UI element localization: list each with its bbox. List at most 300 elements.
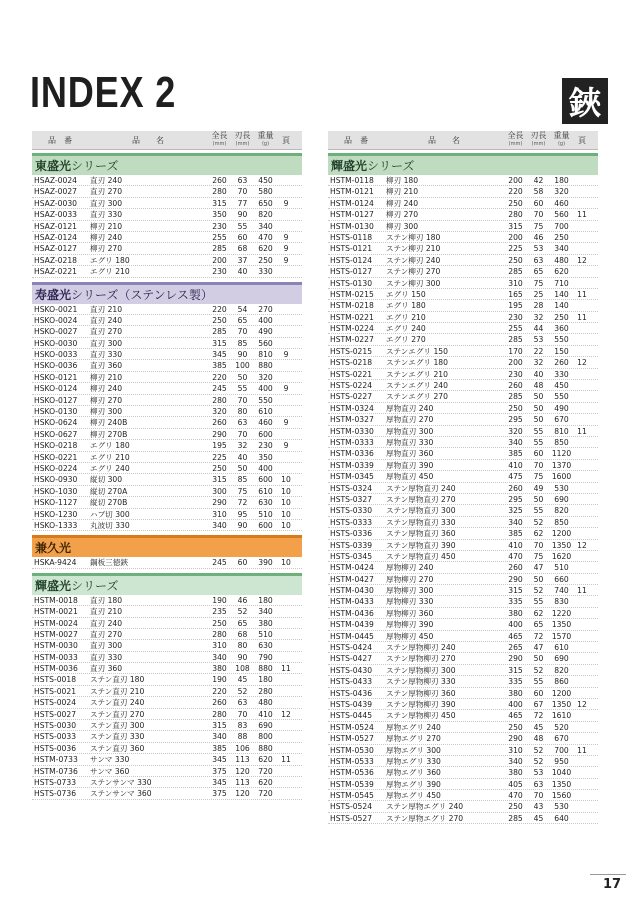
- item-weight: 530: [554, 483, 569, 493]
- table-row: [328, 312, 598, 323]
- item-page: [277, 406, 295, 416]
- table-row: [32, 486, 302, 497]
- item-code: HSKO-0124: [34, 384, 78, 394]
- item-name: 柳刃 270B: [90, 429, 128, 439]
- item-name: 直刃 270: [90, 187, 123, 197]
- item-code: HSKO-0021: [34, 304, 78, 314]
- item-page: [277, 429, 295, 439]
- item-page: [573, 642, 591, 652]
- item-page: [573, 665, 591, 675]
- item-page: [277, 743, 295, 753]
- item-name: 直刃 330: [90, 210, 123, 220]
- table-row: [328, 334, 598, 345]
- item-length: 380: [508, 608, 523, 618]
- item-page: 11: [281, 755, 291, 765]
- item-weight: 550: [554, 335, 569, 345]
- item-length: 410: [508, 540, 523, 550]
- item-weight: 460: [258, 418, 273, 428]
- table-row: [328, 186, 598, 197]
- table-row: [32, 186, 302, 197]
- item-blade-length: 37: [237, 255, 248, 265]
- item-page: [573, 414, 591, 424]
- item-code: HSTS-0024: [34, 698, 77, 708]
- item-page: 12: [577, 255, 587, 265]
- item-blade-length: 25: [533, 289, 544, 299]
- item-length: 310: [508, 278, 523, 288]
- item-blade-length: 63: [533, 255, 544, 265]
- item-length: 170: [508, 346, 523, 356]
- item-page: [277, 315, 295, 325]
- item-length: 250: [508, 198, 523, 208]
- series-suffix: シリーズ（ステンレス製）: [71, 287, 213, 302]
- table-row: [328, 357, 598, 368]
- item-weight: 600: [258, 475, 273, 485]
- item-page: [573, 380, 591, 390]
- item-page: [573, 198, 591, 208]
- table-row: [328, 483, 598, 494]
- item-name: 柳刃 300: [90, 407, 123, 417]
- table-row: [328, 323, 598, 334]
- item-blade-length: 72: [237, 498, 248, 508]
- item-weight: 1200: [551, 529, 572, 539]
- table-row: [328, 448, 598, 459]
- item-weight: 1350: [551, 540, 572, 550]
- item-name: 厚物直刃 330: [386, 437, 434, 447]
- item-weight: 230: [258, 441, 273, 451]
- item-blade-length: 49: [533, 483, 544, 493]
- item-name: 柳刃 240: [386, 198, 419, 208]
- item-code: HSTS-0527: [330, 813, 373, 823]
- item-page: [573, 801, 591, 811]
- item-name: 厚物エグリ 240: [386, 722, 441, 732]
- item-name: エグリ 180: [386, 301, 426, 311]
- item-blade-length: 120: [235, 766, 250, 776]
- item-length: 220: [212, 686, 227, 696]
- item-weight: 550: [554, 392, 569, 402]
- item-name: 直刃 270: [90, 629, 123, 639]
- item-blade-length: 50: [533, 415, 544, 425]
- item-page: [573, 278, 591, 288]
- item-blade-length: 90: [237, 652, 248, 662]
- table-row: [32, 474, 302, 485]
- item-page: [277, 697, 295, 707]
- item-name: サンマ 360: [90, 766, 130, 776]
- item-name: エグリ 240: [90, 463, 130, 473]
- item-code: HSTS-0027: [34, 709, 77, 719]
- item-weight: 550: [258, 395, 273, 405]
- item-name: 直刃 330: [90, 350, 123, 360]
- item-name: 厚物エグリ 450: [386, 791, 441, 801]
- item-name: ステン厚物柳刃 300: [386, 665, 456, 675]
- item-page: 11: [577, 586, 587, 596]
- item-code: HSTM-0127: [330, 210, 374, 220]
- item-page: 11: [281, 664, 291, 674]
- item-weight: 400: [258, 384, 273, 394]
- item-name: ステンエグリ 270: [386, 392, 448, 402]
- item-name: ステン厚物直刃 360: [386, 529, 456, 539]
- item-blade-length: 63: [533, 779, 544, 789]
- item-code: HSTS-0215: [330, 346, 373, 356]
- item-length: 375: [212, 789, 227, 799]
- item-weight: 460: [554, 198, 569, 208]
- item-blade-length: 28: [533, 301, 544, 311]
- item-blade-length: 70: [237, 709, 248, 719]
- series-suffix: シリーズ: [71, 159, 119, 173]
- item-page: [573, 391, 591, 401]
- table-row: [32, 452, 302, 463]
- item-name: ステン厚物柳刃 330: [386, 677, 456, 687]
- item-code: HSTS-0036: [34, 743, 77, 753]
- item-weight: 610: [554, 643, 569, 653]
- item-blade-length: 55: [533, 677, 544, 687]
- table-row: [32, 221, 302, 232]
- item-code: HSTM-0018: [34, 595, 78, 605]
- table-row: [32, 606, 302, 617]
- item-length: 315: [508, 221, 523, 231]
- item-code: HSTS-0118: [330, 232, 373, 242]
- table-row: [328, 540, 598, 551]
- item-weight: 600: [258, 429, 273, 439]
- item-length: 190: [212, 675, 227, 685]
- item-blade-length: 47: [533, 563, 544, 573]
- item-length: 250: [212, 315, 227, 325]
- item-name: ステン柳刃 210: [386, 244, 441, 254]
- item-name: 縦切 270B: [90, 498, 128, 508]
- item-page: [277, 640, 295, 650]
- item-name: ステン直刃 300: [90, 721, 145, 731]
- table-row: [328, 562, 598, 573]
- item-weight: 340: [258, 221, 273, 231]
- item-name: エグリ 150: [386, 289, 426, 299]
- item-page: [277, 338, 295, 348]
- item-code: HSTS-0018: [34, 675, 77, 685]
- item-name: ステンエグリ 150: [386, 346, 448, 356]
- item-blade-length: 55: [237, 384, 248, 394]
- item-weight: 690: [258, 721, 273, 731]
- item-code: HSKO-0130: [34, 407, 78, 417]
- item-page: [277, 777, 295, 787]
- item-name: エグリ 210: [90, 452, 130, 462]
- item-page: [277, 720, 295, 730]
- item-weight: 710: [554, 278, 569, 288]
- table-row: [32, 743, 302, 754]
- item-weight: 850: [554, 517, 569, 527]
- item-code: HSTM-0224: [330, 324, 374, 334]
- item-length: 280: [212, 395, 227, 405]
- item-name: ステン厚物直刃 450: [386, 551, 456, 561]
- item-length: 320: [212, 407, 227, 417]
- item-weight: 630: [258, 641, 273, 651]
- header-page: 頁: [282, 135, 290, 145]
- item-length: 400: [508, 620, 523, 630]
- table-row: [32, 395, 302, 406]
- item-blade-length: 70: [237, 395, 248, 405]
- table-row: [328, 528, 598, 539]
- item-name: エグリ 180: [90, 255, 130, 265]
- item-weight: 660: [554, 574, 569, 584]
- item-length: 285: [508, 335, 523, 345]
- item-code: HSKO-0218: [34, 441, 78, 451]
- item-code: HSTM-0124: [330, 198, 374, 208]
- item-page: [573, 300, 591, 310]
- item-length: 200: [508, 358, 523, 368]
- item-page: [573, 710, 591, 720]
- item-code: HSTS-0345: [330, 551, 373, 561]
- item-blade-length: 45: [237, 675, 248, 685]
- item-name: ステン直刃 240: [90, 698, 145, 708]
- item-length: 295: [508, 494, 523, 504]
- item-length: 335: [508, 677, 523, 687]
- item-weight: 380: [258, 618, 273, 628]
- item-name: 直刃 210: [90, 607, 123, 617]
- item-blade-length: 75: [533, 221, 544, 231]
- item-weight: 600: [258, 520, 273, 530]
- item-length: 470: [508, 791, 523, 801]
- item-blade-length: 85: [237, 338, 248, 348]
- table-row: [32, 595, 302, 606]
- header-length: 全長 (mm): [507, 131, 524, 147]
- item-length: 465: [508, 711, 523, 721]
- item-code: HSTM-0218: [330, 301, 374, 311]
- item-code: HSAZ-0024: [34, 176, 78, 185]
- item-weight: 1040: [551, 768, 572, 778]
- item-weight: 140: [554, 301, 569, 311]
- item-length: 200: [508, 176, 523, 185]
- item-length: 410: [508, 460, 523, 470]
- item-blade-length: 50: [533, 654, 544, 664]
- item-page: [573, 175, 591, 185]
- item-page: [277, 395, 295, 405]
- item-blade-length: 65: [237, 315, 248, 325]
- item-blade-length: 90: [237, 210, 248, 220]
- series-header: [32, 282, 302, 304]
- item-code: HSTM-0439: [330, 620, 374, 630]
- item-length: 345: [212, 777, 227, 787]
- item-blade-length: 67: [533, 699, 544, 709]
- item-page: [573, 403, 591, 413]
- item-blade-length: 106: [235, 743, 250, 753]
- index-column-left: [32, 131, 302, 800]
- item-length: 315: [508, 586, 523, 596]
- item-length: 290: [508, 734, 523, 744]
- item-page: 9: [283, 198, 289, 208]
- item-blade-length: 90: [237, 350, 248, 360]
- item-code: HSAZ-0221: [34, 267, 78, 277]
- item-blade-length: 68: [237, 244, 248, 254]
- item-length: 285: [212, 327, 227, 337]
- item-length: 255: [508, 324, 523, 334]
- item-code: HSTM-0527: [330, 734, 374, 744]
- item-name: 厚物直刃 240: [386, 403, 434, 413]
- item-weight: 250: [554, 232, 569, 242]
- item-page: [573, 562, 591, 572]
- table-row: [32, 720, 302, 731]
- item-weight: 150: [554, 346, 569, 356]
- table-row: [32, 255, 302, 266]
- item-blade-length: 120: [235, 789, 250, 799]
- item-code: HSKO-0033: [34, 350, 78, 360]
- series-title: 東盛光: [35, 159, 72, 173]
- item-name: 直刃 180: [90, 595, 123, 605]
- item-name: 縦切 300: [90, 475, 123, 485]
- item-weight: 820: [258, 210, 273, 220]
- item-page: [573, 243, 591, 253]
- item-code: HSTS-0218: [330, 358, 373, 368]
- item-blade-length: 44: [533, 324, 544, 334]
- item-name: ステン厚物直刃 390: [386, 540, 456, 550]
- item-length: 345: [212, 755, 227, 765]
- item-page: [277, 686, 295, 696]
- item-name: 柳刃 210: [386, 187, 419, 197]
- series-header: [32, 535, 302, 557]
- item-weight: 820: [554, 665, 569, 675]
- item-code: HSKO-0224: [34, 463, 78, 473]
- item-name: ステン厚物直刃 270: [386, 494, 456, 504]
- item-name: ステン直刃 210: [90, 686, 145, 696]
- item-weight: 790: [258, 652, 273, 662]
- table-row: [328, 813, 598, 824]
- item-page: [277, 186, 295, 196]
- item-page: 12: [577, 540, 587, 550]
- item-blade-length: 55: [237, 221, 248, 231]
- item-name: ステンエグリ 210: [386, 369, 448, 379]
- item-code: HSTS-0127: [330, 267, 373, 277]
- item-page: [277, 766, 295, 776]
- table-row: [32, 788, 302, 799]
- item-page: [277, 452, 295, 462]
- item-weight: 610: [258, 407, 273, 417]
- header-blade: 刃長 (mm): [234, 131, 251, 147]
- item-code: HSTM-0433: [330, 597, 374, 607]
- item-page: 9: [283, 255, 289, 265]
- item-name: 厚物柳刃 240: [386, 563, 434, 573]
- table-row: [328, 722, 598, 733]
- item-weight: 450: [258, 176, 273, 185]
- item-length: 385: [212, 361, 227, 371]
- table-row: [32, 198, 302, 209]
- item-blade-length: 50: [533, 392, 544, 402]
- item-name: ステン直刃 180: [90, 675, 145, 685]
- table-row: [328, 596, 598, 607]
- item-blade-length: 63: [237, 698, 248, 708]
- item-code: HSTM-0121: [330, 187, 374, 197]
- table-row: [328, 517, 598, 528]
- item-name: ステン直刃 360: [90, 743, 145, 753]
- item-code: HSTS-0424: [330, 643, 373, 653]
- table-row: [32, 754, 302, 765]
- item-blade-length: 52: [533, 586, 544, 596]
- item-length: 250: [508, 722, 523, 732]
- item-weight: 360: [554, 324, 569, 334]
- item-length: 235: [212, 607, 227, 617]
- item-name: 厚物直刃 300: [386, 426, 434, 436]
- item-length: 280: [212, 187, 227, 197]
- item-weight: 320: [554, 187, 569, 197]
- header-code: 品 番: [344, 135, 368, 145]
- item-code: HSTS-0439: [330, 699, 373, 709]
- item-code: HSTM-0539: [330, 779, 374, 789]
- item-weight: 180: [258, 595, 273, 605]
- item-length: 225: [212, 452, 227, 462]
- item-page: 9: [283, 384, 289, 394]
- item-code: HSTM-0027: [34, 629, 78, 639]
- item-name: 厚物エグリ 270: [386, 734, 441, 744]
- item-page: [277, 304, 295, 314]
- item-weight: 640: [554, 813, 569, 823]
- item-length: 380: [508, 688, 523, 698]
- item-blade-length: 75: [237, 486, 248, 496]
- item-name: ステン厚物直刃 300: [386, 506, 456, 516]
- table-row: [32, 497, 302, 508]
- item-code: HSTM-0345: [330, 472, 374, 482]
- item-code: HSKO-0627: [34, 429, 78, 439]
- item-page: [277, 731, 295, 741]
- item-length: 250: [508, 802, 523, 812]
- table-row: [328, 608, 598, 619]
- item-blade-length: 60: [237, 232, 248, 242]
- item-weight: 700: [554, 745, 569, 755]
- item-blade-length: 95: [237, 509, 248, 519]
- item-page: [573, 266, 591, 276]
- item-page: [277, 606, 295, 616]
- item-name: ステンサンマ 360: [90, 789, 152, 799]
- table-row: [328, 471, 598, 482]
- item-blade-length: 65: [237, 618, 248, 628]
- page-number: 17: [603, 877, 622, 892]
- item-weight: 410: [258, 709, 273, 719]
- item-blade-length: 63: [237, 418, 248, 428]
- item-blade-length: 68: [237, 629, 248, 639]
- item-name: 厚物直刃 270: [386, 415, 434, 425]
- item-weight: 250: [554, 312, 569, 322]
- item-length: 340: [508, 517, 523, 527]
- item-length: 245: [212, 558, 227, 568]
- item-weight: 950: [554, 756, 569, 766]
- item-page: [277, 595, 295, 605]
- item-blade-length: 62: [533, 529, 544, 539]
- item-page: 11: [577, 426, 587, 436]
- table-row: [32, 520, 302, 531]
- item-blade-length: 52: [533, 665, 544, 675]
- item-page: [573, 505, 591, 515]
- item-weight: 1350: [551, 620, 572, 630]
- item-weight: 390: [258, 558, 273, 568]
- item-blade-length: 113: [235, 755, 250, 765]
- table-row: [32, 326, 302, 337]
- item-weight: 260: [554, 358, 569, 368]
- item-code: HSTM-0336: [330, 449, 374, 459]
- item-length: 350: [212, 210, 227, 220]
- item-page: [573, 779, 591, 789]
- table-row: [328, 289, 598, 300]
- table-row: [32, 697, 302, 708]
- item-blade-length: 52: [533, 517, 544, 527]
- item-weight: 1350: [551, 699, 572, 709]
- item-length: 405: [508, 779, 523, 789]
- item-length: 290: [508, 654, 523, 664]
- table-row: [32, 731, 302, 742]
- item-length: 280: [212, 629, 227, 639]
- item-name: ステン厚物柳刃 450: [386, 711, 456, 721]
- table-row: [32, 618, 302, 629]
- item-weight: 880: [258, 361, 273, 371]
- item-weight: 510: [258, 629, 273, 639]
- item-page: [573, 471, 591, 481]
- table-row: [328, 460, 598, 471]
- category-badge: 鋏: [562, 78, 608, 124]
- item-name: ステン厚物柳刃 270: [386, 654, 456, 664]
- item-name: エグリ 210: [90, 267, 130, 277]
